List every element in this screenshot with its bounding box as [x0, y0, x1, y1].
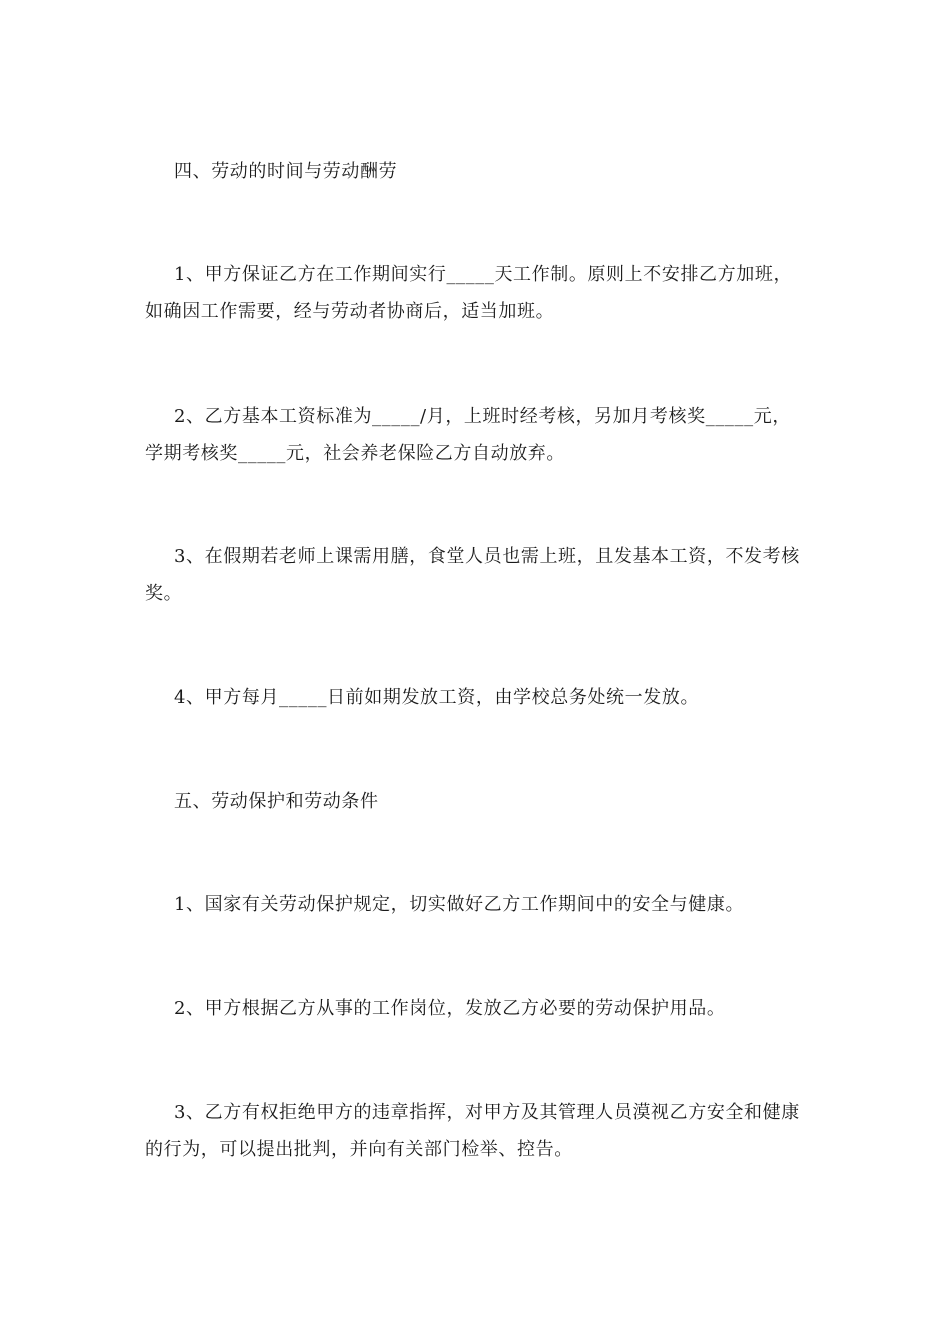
- clause-4-3: 3、在假期若老师上课需用膳，食堂人员也需上班，且发基本工资，不发考核奖。: [145, 546, 800, 604]
- clause-5-2: 2、甲方根据乙方从事的工作岗位，发放乙方必要的劳动保护用品。: [174, 998, 726, 1019]
- clause-4-2: 2、乙方基本工资标准为_____/月，上班时经考核，另加月考核奖_____元，学期考核奖_____元，社会养老保险乙方自动放弃。: [145, 406, 791, 464]
- clause-4-4: 4、甲方每月_____日前如期发放工资，由学校总务处统一发放。: [174, 687, 700, 708]
- clause-4-1: 1、甲方保证乙方在工作期间实行_____天工作制。原则上不安排乙方加班，如确因工作需要，经与劳动者协商后，适当加班。: [145, 264, 793, 322]
- clause-5-3: 3、乙方有权拒绝甲方的违章指挥，对甲方及其管理人员漠视乙方安全和健康的行为，可以提出批判，并向有关部门检举、控告。: [145, 1102, 800, 1160]
- section-heading-4: 四、劳动的时间与劳动酬劳: [174, 161, 398, 182]
- section-heading-5: 五、劳动保护和劳动条件: [174, 791, 379, 812]
- clause-5-1: 1、国家有关劳动保护规定，切实做好乙方工作期间中的安全与健康。: [174, 894, 745, 915]
